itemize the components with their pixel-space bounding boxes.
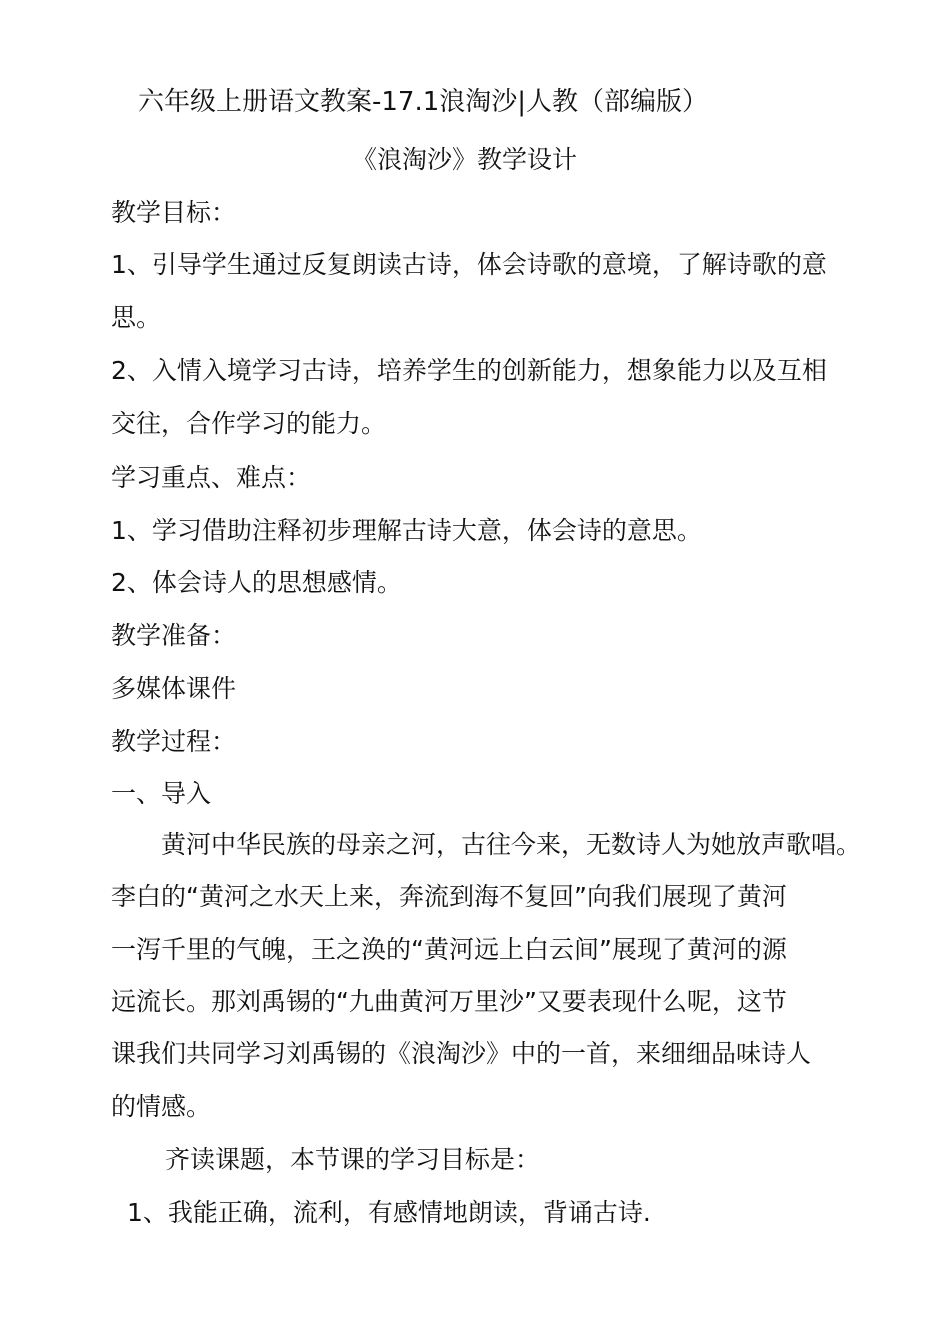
preparation-heading: 教学准备：	[111, 621, 237, 650]
intro-line-5: 课我们共同学习刘禹锡的《浪淘沙》中的一首，来细细品味诗人	[111, 1039, 812, 1068]
keypoint-1: 1、学习借助注释初步理解古诗大意，体会诗的意思。	[111, 516, 702, 545]
intro-line-6: 的情感。	[111, 1092, 212, 1121]
intro-line-1: 黄河中华民族的母亲之河，古往今来，无数诗人为她放声歌唱。	[161, 830, 862, 859]
objective-2-line-1: 2、入情入境学习古诗，培养学生的创新能力，想象能力以及互相	[111, 356, 827, 385]
section-1-heading: 一、导入	[111, 779, 212, 808]
goal-1: 1、我能正确，流利，有感情地朗读，背诵古诗.	[127, 1198, 651, 1227]
intro-line-3: 一泻千里的气魄，王之涣的“黄河远上白云间”展现了黄河的源	[111, 935, 787, 964]
document-subtitle: 《浪淘沙》教学设计	[352, 145, 578, 174]
preparation-text: 多媒体课件	[111, 674, 237, 703]
objective-1-line-2: 思。	[111, 303, 162, 332]
objective-2-line-2: 交往，合作学习的能力。	[111, 409, 387, 438]
objectives-heading: 教学目标：	[111, 198, 237, 227]
read-title-line: 齐读课题，本节课的学习目标是：	[165, 1145, 541, 1174]
objective-1-line-1: 1、引导学生通过反复朗读古诗，体会诗歌的意境，了解诗歌的意	[111, 250, 827, 279]
document-title: 六年级上册语文教案-17.1浪淘沙|人教（部编版）	[138, 87, 709, 117]
intro-line-2: 李白的“黄河之水天上来，奔流到海不复回”向我们展现了黄河	[111, 882, 787, 911]
process-heading: 教学过程：	[111, 727, 237, 756]
intro-line-4: 远流长。那刘禹锡的“九曲黄河万里沙”又要表现什么呢，这节	[111, 987, 787, 1016]
keypoint-2: 2、体会诗人的思想感情。	[111, 568, 402, 597]
keypoints-heading: 学习重点、难点：	[111, 463, 312, 492]
